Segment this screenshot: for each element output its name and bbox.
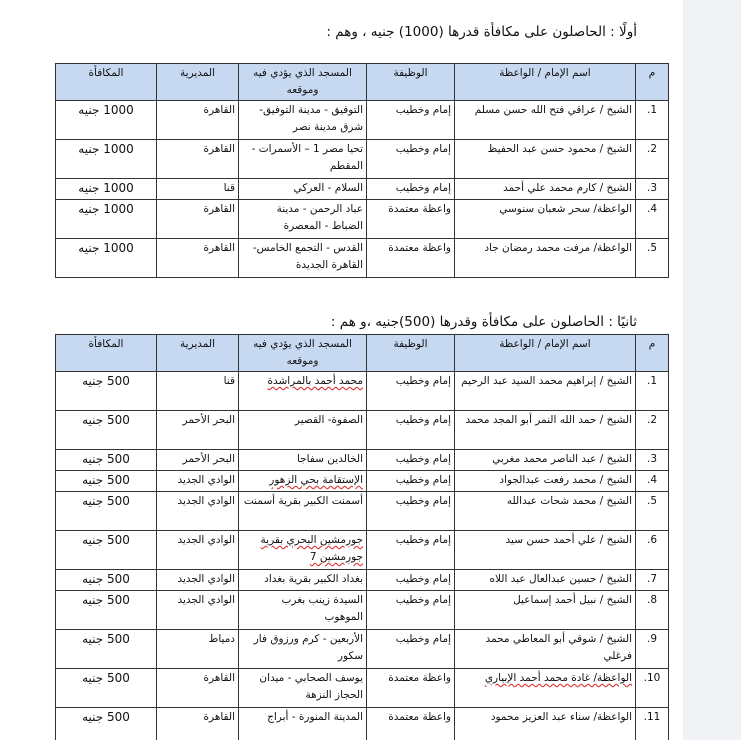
cell-name: الشيخ / محمد رفعت عبدالجواد (455, 471, 636, 492)
table-row (56, 239, 669, 278)
header-index: م (636, 64, 669, 101)
viewer-side-panel (683, 0, 741, 740)
cell-name: الشيخ / عبد الناصر محمد مغربي (455, 450, 636, 471)
table-row (56, 101, 669, 140)
cell-index: 2. (636, 140, 669, 179)
header-index: م (636, 335, 669, 372)
table-row (56, 411, 669, 450)
table-row (56, 708, 669, 740)
cell-name: الشيخ / محمد شحات عبدالله (455, 492, 636, 531)
cell-name: الشيخ / حمد الله النمر أبو المجد محمد (455, 411, 636, 450)
table-header-row (56, 64, 669, 101)
table-row (56, 140, 669, 179)
cell-job: إمام وخطيب (367, 411, 455, 450)
cell-mosque: أسمنت الكبير بقرية أسمنت (239, 492, 367, 531)
cell-mosque: محمد أحمد بالمراشدة (239, 372, 367, 411)
cell-directorate: القاهرة (157, 239, 239, 278)
table-header-row (56, 335, 669, 372)
table-row (56, 570, 669, 591)
cell-name: الشيخ / كارم محمد علي أحمد (455, 179, 636, 200)
cell-job: واعظة معتمدة (367, 239, 455, 278)
cell-directorate: قنا (157, 179, 239, 200)
cell-index: 9. (636, 630, 669, 669)
cell-reward: 500 جنيه (56, 708, 157, 740)
cell-mosque: التوفيق - مدينة التوفيق- شرق مدينة نصر (239, 101, 367, 140)
cell-name: الواعظة/ غادة محمد أحمد الإبياري (455, 669, 636, 708)
cell-index: 3. (636, 450, 669, 471)
table-row (56, 471, 669, 492)
cell-reward: 500 جنيه (56, 531, 157, 570)
header-mosque: المسجد الذي يؤدي فيه وموقعه (239, 64, 367, 101)
cell-directorate: القاهرة (157, 200, 239, 239)
table-row (56, 492, 669, 531)
section1-heading: أولًا : الحاصلون على مكافأة قدرها (1000) جنيه ، وهم : (326, 24, 637, 40)
cell-directorate: القاهرة (157, 140, 239, 179)
table-row (56, 630, 669, 669)
table-row (56, 531, 669, 570)
cell-index: 2. (636, 411, 669, 450)
cell-mosque: تحيا مصر 1 – الأسمرات - المقطم (239, 140, 367, 179)
cell-index: 6. (636, 531, 669, 570)
cell-reward: 500 جنيه (56, 669, 157, 708)
cell-name: الشيخ / إبراهيم محمد السيد عبد الرحيم (455, 372, 636, 411)
cell-mosque: عباد الرحمن - مدينة الضباط - المعصرة (239, 200, 367, 239)
cell-name: الشيخ / نبيل أحمد إسماعيل (455, 591, 636, 630)
cell-job: إمام وخطيب (367, 471, 455, 492)
cell-job: واعظة معتمدة (367, 200, 455, 239)
cell-job: إمام وخطيب (367, 630, 455, 669)
cell-mosque: يوسف الصحابي - ميدان الحجاز النزهة (239, 669, 367, 708)
header-job: الوظيفة (367, 335, 455, 372)
cell-reward: 500 جنيه (56, 450, 157, 471)
cell-reward: 500 جنيه (56, 591, 157, 630)
header-directorate: المديرية (157, 335, 239, 372)
cell-reward: 1000 جنيه (56, 200, 157, 239)
cell-directorate: الوادي الجديد (157, 471, 239, 492)
cell-reward: 500 جنيه (56, 471, 157, 492)
table-row (56, 591, 669, 630)
cell-reward: 500 جنيه (56, 411, 157, 450)
cell-mosque: السيدة زينب بغرب الموهوب (239, 591, 367, 630)
cell-job: إمام وخطيب (367, 570, 455, 591)
cell-index: 5. (636, 239, 669, 278)
cell-mosque: القدس - التجمع الخامس- القاهرة الجديدة (239, 239, 367, 278)
cell-job: إمام وخطيب (367, 531, 455, 570)
cell-index: 5. (636, 492, 669, 531)
header-directorate: المديرية (157, 64, 239, 101)
cell-directorate: الوادي الجديد (157, 531, 239, 570)
cell-reward: 500 جنيه (56, 372, 157, 411)
cell-mosque: المدينة المنورة - أبراج (239, 708, 367, 740)
cell-job: إمام وخطيب (367, 492, 455, 531)
table-row (56, 372, 669, 411)
cell-index: 4. (636, 471, 669, 492)
cell-mosque: جورمشين البحري بقرية جورمشين 7 (239, 531, 367, 570)
table-row (56, 200, 669, 239)
section2-heading: ثانيًا : الحاصلون على مكافأة وقدرها (500)جنيه ،و هم : (330, 314, 637, 330)
cell-job: واعظة معتمدة (367, 669, 455, 708)
cell-name: الواعظة/ مرفت محمد رمضان جاد (455, 239, 636, 278)
cell-job: إمام وخطيب (367, 140, 455, 179)
cell-reward: 1000 جنيه (56, 101, 157, 140)
cell-index: 4. (636, 200, 669, 239)
cell-job: واعظة معتمدة (367, 708, 455, 740)
cell-mosque: الإستقامة بحي الزهور (239, 471, 367, 492)
header-mosque: المسجد الذي يؤدي فيه وموقعه (239, 335, 367, 372)
cell-directorate: القاهرة (157, 708, 239, 740)
cell-reward: 500 جنيه (56, 570, 157, 591)
header-name: اسم الإمام / الواعظة (455, 335, 636, 372)
cell-job: إمام وخطيب (367, 101, 455, 140)
cell-index: 10. (636, 669, 669, 708)
cell-directorate: القاهرة (157, 101, 239, 140)
header-name: اسم الإمام / الواعظة (455, 64, 636, 101)
cell-index: 1. (636, 372, 669, 411)
cell-directorate: دمياط (157, 630, 239, 669)
reward-500-table (55, 334, 669, 740)
cell-name: الواعظة/ سحر شعبان سنوسي (455, 200, 636, 239)
cell-reward: 1000 جنيه (56, 239, 157, 278)
table-row (56, 450, 669, 471)
cell-name: الواعظة/ سناء عبد العزيز محمود (455, 708, 636, 740)
cell-mosque: الصفوة- القصير (239, 411, 367, 450)
cell-directorate: قنا (157, 372, 239, 411)
header-job: الوظيفة (367, 64, 455, 101)
cell-directorate: الوادي الجديد (157, 570, 239, 591)
cell-mosque: الأربعين - كرم ورزوق فار سكور (239, 630, 367, 669)
cell-reward: 500 جنيه (56, 492, 157, 531)
cell-job: إمام وخطيب (367, 450, 455, 471)
cell-directorate: البحر الأحمر (157, 411, 239, 450)
cell-job: إمام وخطيب (367, 591, 455, 630)
cell-index: 7. (636, 570, 669, 591)
table-row (56, 179, 669, 200)
cell-mosque: بغداد الكبير بقرية بغداد (239, 570, 367, 591)
cell-name: الشيخ / محمود حسن عبد الحفيظ (455, 140, 636, 179)
cell-name: الشيخ / حسين عبدالعال عبد اللاه (455, 570, 636, 591)
cell-directorate: القاهرة (157, 669, 239, 708)
cell-directorate: الوادي الجديد (157, 492, 239, 531)
cell-name: الشيخ / علي أحمد حسن سيد (455, 531, 636, 570)
cell-mosque: الخالدين سفاجا (239, 450, 367, 471)
cell-job: إمام وخطيب (367, 372, 455, 411)
cell-name: الشيخ / عراقي فتح الله حسن مسلم (455, 101, 636, 140)
header-reward: المكافأة (56, 335, 157, 372)
cell-index: 8. (636, 591, 669, 630)
table-row (56, 669, 669, 708)
cell-index: 11. (636, 708, 669, 740)
cell-directorate: الوادي الجديد (157, 591, 239, 630)
cell-name: الشيخ / شوقي أبو المعاطي محمد فرغلي (455, 630, 636, 669)
cell-job: إمام وخطيب (367, 179, 455, 200)
header-reward: المكافأة (56, 64, 157, 101)
reward-1000-table (55, 63, 669, 278)
cell-reward: 1000 جنيه (56, 140, 157, 179)
cell-index: 3. (636, 179, 669, 200)
cell-directorate: البحر الأحمر (157, 450, 239, 471)
cell-mosque: السلام - العركي (239, 179, 367, 200)
cell-index: 1. (636, 101, 669, 140)
cell-reward: 500 جنيه (56, 630, 157, 669)
cell-reward: 1000 جنيه (56, 179, 157, 200)
